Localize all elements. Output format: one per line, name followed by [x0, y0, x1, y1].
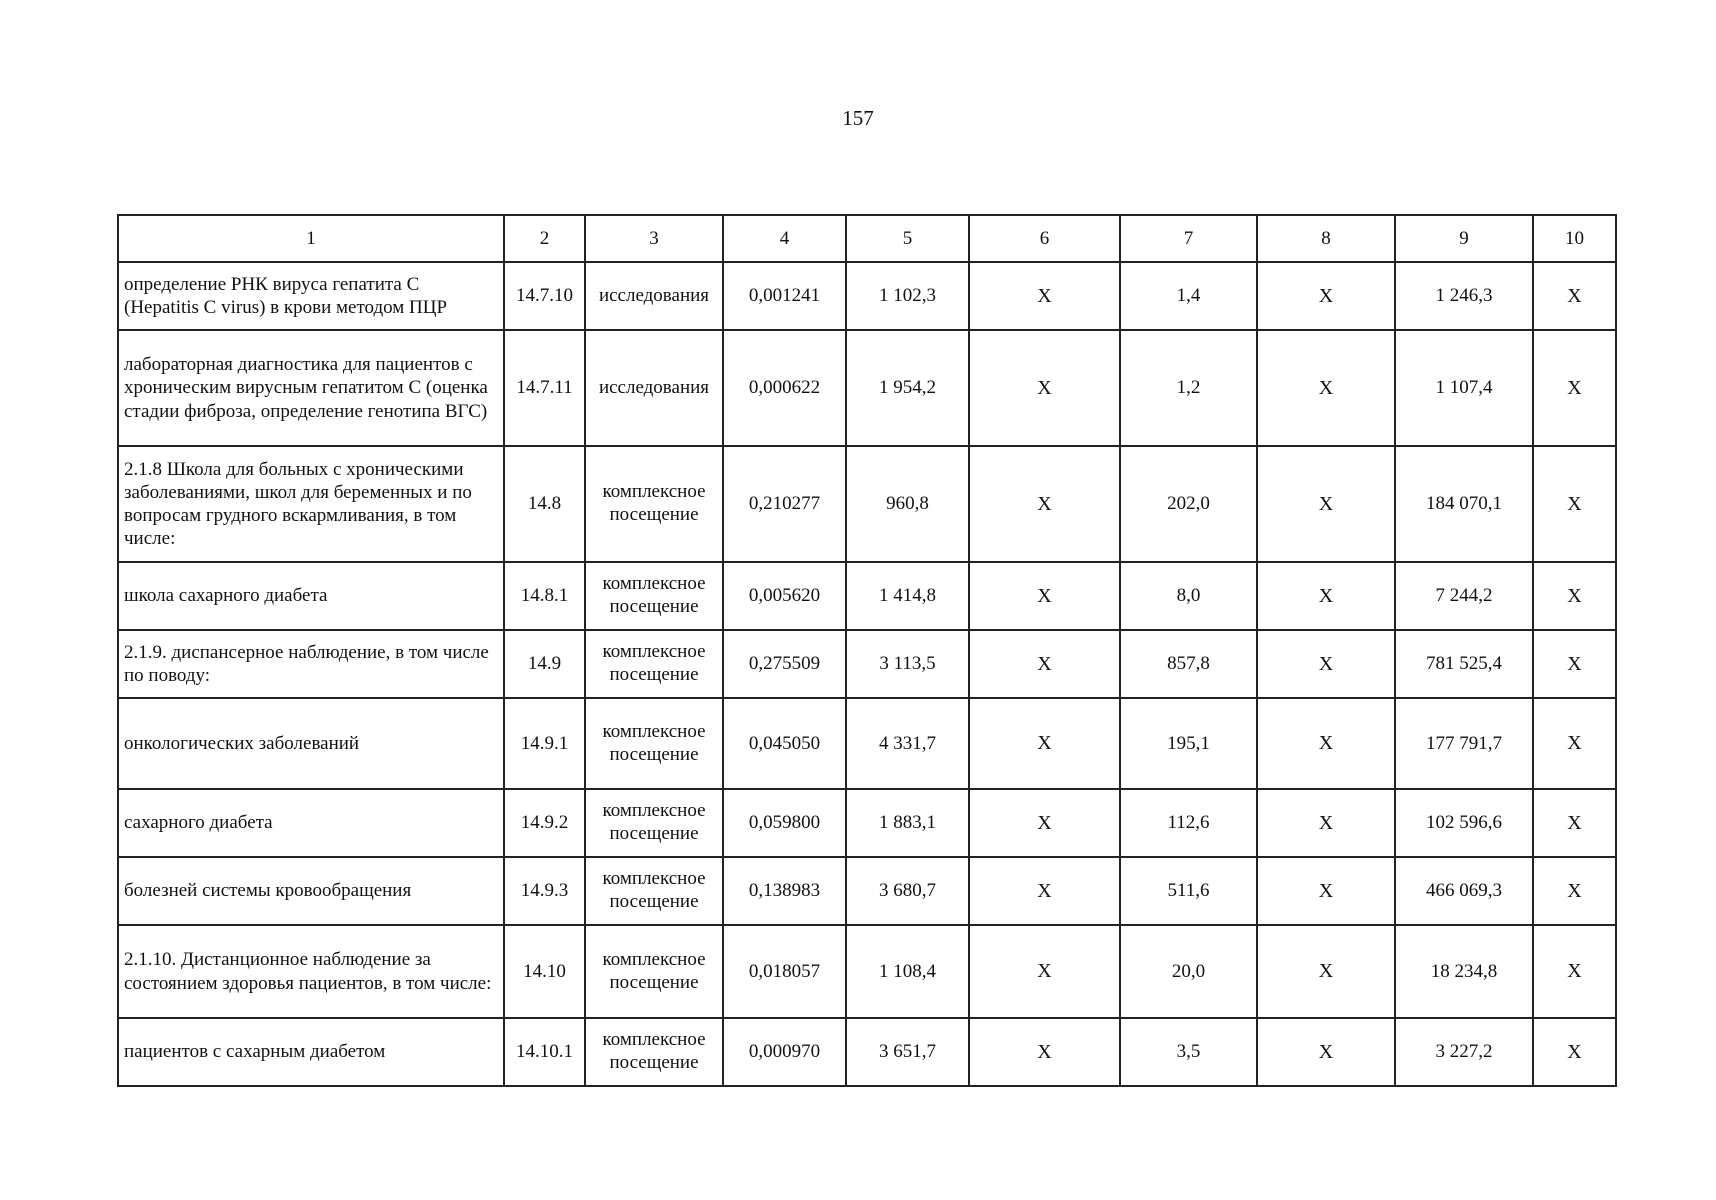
row-col5: 1 954,2	[846, 330, 969, 446]
row-col10: X	[1533, 1018, 1616, 1086]
table-body	[118, 262, 1616, 1086]
column-header-8: 8	[1257, 215, 1395, 262]
row-col7: 8,0	[1120, 562, 1257, 630]
row-col4: 0,000970	[723, 1018, 846, 1086]
row-col8: X	[1257, 925, 1395, 1018]
row-col5: 960,8	[846, 446, 969, 562]
row-col4: 0,045050	[723, 698, 846, 789]
row-col5: 3 651,7	[846, 1018, 969, 1086]
row-code: 14.10.1	[504, 1018, 585, 1086]
row-unit: комплексное посещение	[585, 698, 723, 789]
row-name: онкологических заболеваний	[118, 698, 504, 789]
row-col7: 112,6	[1120, 789, 1257, 857]
column-header-10: 10	[1533, 215, 1616, 262]
row-name: сахарного диабета	[118, 789, 504, 857]
row-col5: 3 680,7	[846, 857, 969, 925]
row-col8: X	[1257, 1018, 1395, 1086]
row-col9: 1 246,3	[1395, 262, 1533, 330]
row-col10: X	[1533, 562, 1616, 630]
row-col6: X	[969, 925, 1120, 1018]
row-col6: X	[969, 446, 1120, 562]
row-name: лабораторная диагностика для пациентов с хроническим вирусным гепатитом С (оценка стадии фиброза, определение генотипа ВГС)	[118, 330, 504, 446]
row-col9: 102 596,6	[1395, 789, 1533, 857]
row-unit: исследования	[585, 330, 723, 446]
column-header-5: 5	[846, 215, 969, 262]
table-row	[118, 1018, 1616, 1086]
row-unit: комплексное посещение	[585, 562, 723, 630]
row-col8: X	[1257, 562, 1395, 630]
row-col10: X	[1533, 262, 1616, 330]
row-code: 14.8	[504, 446, 585, 562]
row-col5: 1 883,1	[846, 789, 969, 857]
row-name: 2.1.10. Дистанционное наблюдение за состоянием здоровья пациентов, в том числе:	[118, 925, 504, 1018]
row-unit: комплексное посещение	[585, 1018, 723, 1086]
row-code: 14.8.1	[504, 562, 585, 630]
row-col8: X	[1257, 789, 1395, 857]
row-col9: 7 244,2	[1395, 562, 1533, 630]
row-col5: 1 102,3	[846, 262, 969, 330]
row-unit: комплексное посещение	[585, 446, 723, 562]
row-name: школа сахарного диабета	[118, 562, 504, 630]
row-col7: 20,0	[1120, 925, 1257, 1018]
row-col7: 1,4	[1120, 262, 1257, 330]
row-col4: 0,005620	[723, 562, 846, 630]
row-name: болезней системы кровообращения	[118, 857, 504, 925]
column-header-4: 4	[723, 215, 846, 262]
row-col5: 1 414,8	[846, 562, 969, 630]
table-row	[118, 262, 1616, 330]
row-code: 14.9.1	[504, 698, 585, 789]
row-col10: X	[1533, 698, 1616, 789]
row-col6: X	[969, 262, 1120, 330]
row-col6: X	[969, 630, 1120, 698]
row-col10: X	[1533, 925, 1616, 1018]
table-row	[118, 789, 1616, 857]
row-unit: комплексное посещение	[585, 925, 723, 1018]
row-unit: комплексное посещение	[585, 857, 723, 925]
row-col9: 1 107,4	[1395, 330, 1533, 446]
row-col10: X	[1533, 330, 1616, 446]
column-header-7: 7	[1120, 215, 1257, 262]
row-col9: 184 070,1	[1395, 446, 1533, 562]
row-col6: X	[969, 857, 1120, 925]
row-col10: X	[1533, 630, 1616, 698]
row-col4: 0,059800	[723, 789, 846, 857]
row-col8: X	[1257, 446, 1395, 562]
row-col9: 781 525,4	[1395, 630, 1533, 698]
column-header-1: 1	[118, 215, 504, 262]
row-col8: X	[1257, 698, 1395, 789]
row-col8: X	[1257, 630, 1395, 698]
row-col9: 177 791,7	[1395, 698, 1533, 789]
row-col9: 466 069,3	[1395, 857, 1533, 925]
row-col4: 0,138983	[723, 857, 846, 925]
table-row	[118, 698, 1616, 789]
row-name: пациентов с сахарным диабетом	[118, 1018, 504, 1086]
row-col6: X	[969, 562, 1120, 630]
row-col10: X	[1533, 857, 1616, 925]
row-unit: комплексное посещение	[585, 630, 723, 698]
row-col4: 0,210277	[723, 446, 846, 562]
row-name: 2.1.9. диспансерное наблюдение, в том числе по поводу:	[118, 630, 504, 698]
row-col6: X	[969, 698, 1120, 789]
row-col5: 4 331,7	[846, 698, 969, 789]
table-row	[118, 446, 1616, 562]
row-col7: 1,2	[1120, 330, 1257, 446]
column-header-6: 6	[969, 215, 1120, 262]
row-col7: 3,5	[1120, 1018, 1257, 1086]
row-col7: 202,0	[1120, 446, 1257, 562]
row-code: 14.7.11	[504, 330, 585, 446]
row-col7: 857,8	[1120, 630, 1257, 698]
row-name: 2.1.8 Школа для больных с хроническими заболеваниями, школ для беременных и по вопросам грудного вскармливания, в том числе:	[118, 446, 504, 562]
column-header-2: 2	[504, 215, 585, 262]
row-unit: исследования	[585, 262, 723, 330]
row-code: 14.9.3	[504, 857, 585, 925]
row-code: 14.7.10	[504, 262, 585, 330]
column-header-9: 9	[1395, 215, 1533, 262]
row-col9: 18 234,8	[1395, 925, 1533, 1018]
table-row	[118, 630, 1616, 698]
row-col4: 0,001241	[723, 262, 846, 330]
header-row	[118, 215, 1616, 262]
column-header-3: 3	[585, 215, 723, 262]
row-col4: 0,018057	[723, 925, 846, 1018]
row-col9: 3 227,2	[1395, 1018, 1533, 1086]
row-col6: X	[969, 1018, 1120, 1086]
table-row	[118, 330, 1616, 446]
row-col8: X	[1257, 857, 1395, 925]
row-col7: 195,1	[1120, 698, 1257, 789]
row-col10: X	[1533, 789, 1616, 857]
table-row	[118, 562, 1616, 630]
row-code: 14.10	[504, 925, 585, 1018]
row-col8: X	[1257, 330, 1395, 446]
row-col6: X	[969, 789, 1120, 857]
table-header	[118, 215, 1616, 262]
row-col6: X	[969, 330, 1120, 446]
row-col7: 511,6	[1120, 857, 1257, 925]
row-col8: X	[1257, 262, 1395, 330]
row-unit: комплексное посещение	[585, 789, 723, 857]
row-col5: 3 113,5	[846, 630, 969, 698]
data-table	[117, 214, 1617, 1087]
row-code: 14.9.2	[504, 789, 585, 857]
row-col5: 1 108,4	[846, 925, 969, 1018]
table-row	[118, 857, 1616, 925]
table-row	[118, 925, 1616, 1018]
row-col10: X	[1533, 446, 1616, 562]
row-code: 14.9	[504, 630, 585, 698]
row-name: определение РНК вируса гепатита С (Hepatitis C virus) в крови методом ПЦР	[118, 262, 504, 330]
row-col4: 0,275509	[723, 630, 846, 698]
row-col4: 0,000622	[723, 330, 846, 446]
page-number: 157	[842, 106, 874, 130]
